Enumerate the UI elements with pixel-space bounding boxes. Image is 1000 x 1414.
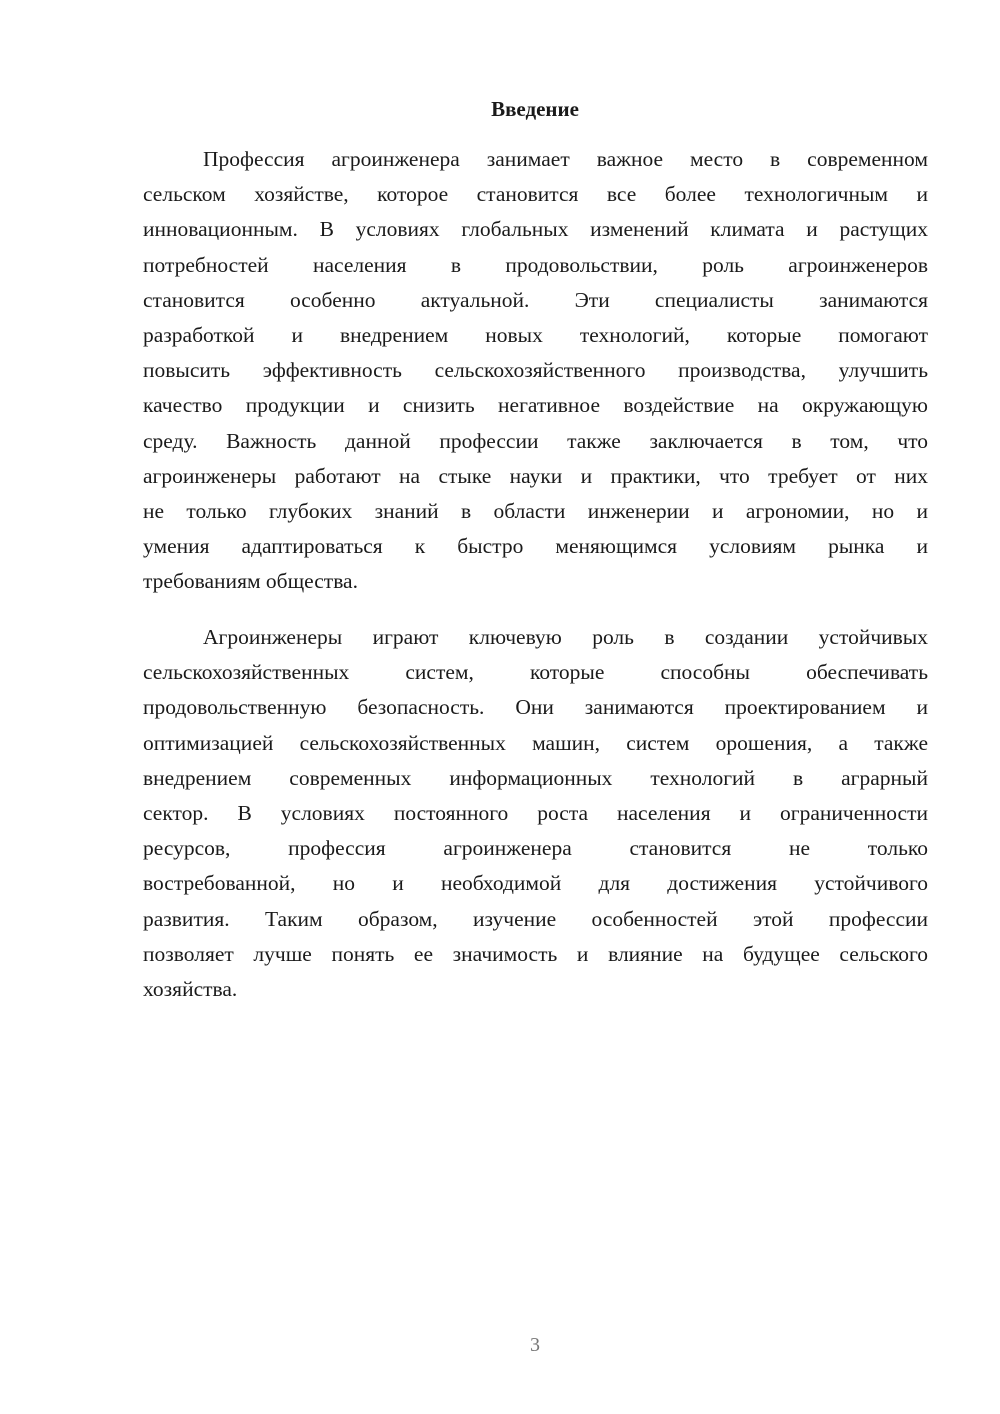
text-line: ресурсов, профессия агроинженера становится не только [143,836,928,861]
text-line: инновационным. В условиях глобальных изменений климата и растущих [143,217,928,242]
text-line: сектор. В условиях постоянного роста населения и ограниченности [143,800,928,825]
text-line: потребностей населения в продовольствии, роль агроинженеров [143,252,928,277]
text-line: качество продукции и снизить негативное воздействие на окружающую [143,393,928,418]
text-line: сельскохозяйственных систем, которые способны обеспечивать [143,660,928,685]
text-line: продовольственную безопасность. Они занимаются проектированием и [143,695,928,720]
page-number: 3 [530,1334,540,1356]
page-title: Введение [491,97,579,121]
paragraph-2 [143,620,928,1007]
text-line: хозяйства. [143,976,238,1001]
text-line: агроинженеры работают на стыке науки и практики, что требует от них [143,463,928,488]
text-line: сельском хозяйстве, которое становится все более технологичным и [143,182,928,207]
text-line: развития. Таким образом, изучение особенностей этой профессии [143,906,928,931]
text-line: оптимизацией сельскохозяйственных машин, систем орошения, а также [143,730,928,755]
text-line: востребованной, но и необходимой для достижения устойчивого [143,871,928,896]
text-line: Агроинженеры играют ключевую роль в создании устойчивых [203,625,928,649]
paragraph-1 [143,142,928,599]
text-line: позволяет лучше понять ее значимость и влияние на будущее сельского [143,941,928,966]
text-line: становится особенно актуальной. Эти специалисты занимаются [143,287,928,312]
text-line: умения адаптироваться к быстро меняющимся условиям рынка и [143,534,928,559]
text-line: требованиям общества. [143,569,358,594]
text-line: среду. Важность данной профессии также заключается в том, что [143,428,928,453]
text-line: разработкой и внедрением новых технологий, которые помогают [143,322,928,347]
text-line: Профессия агроинженера занимает важное место в современном [203,147,928,171]
text-line: внедрением современных информационных технологий в аграрный [143,765,928,790]
text-line: не только глубоких знаний в области инженерии и агрономии, но и [143,498,928,523]
text-line: повысить эффективность сельскохозяйственного производства, улучшить [143,358,928,383]
